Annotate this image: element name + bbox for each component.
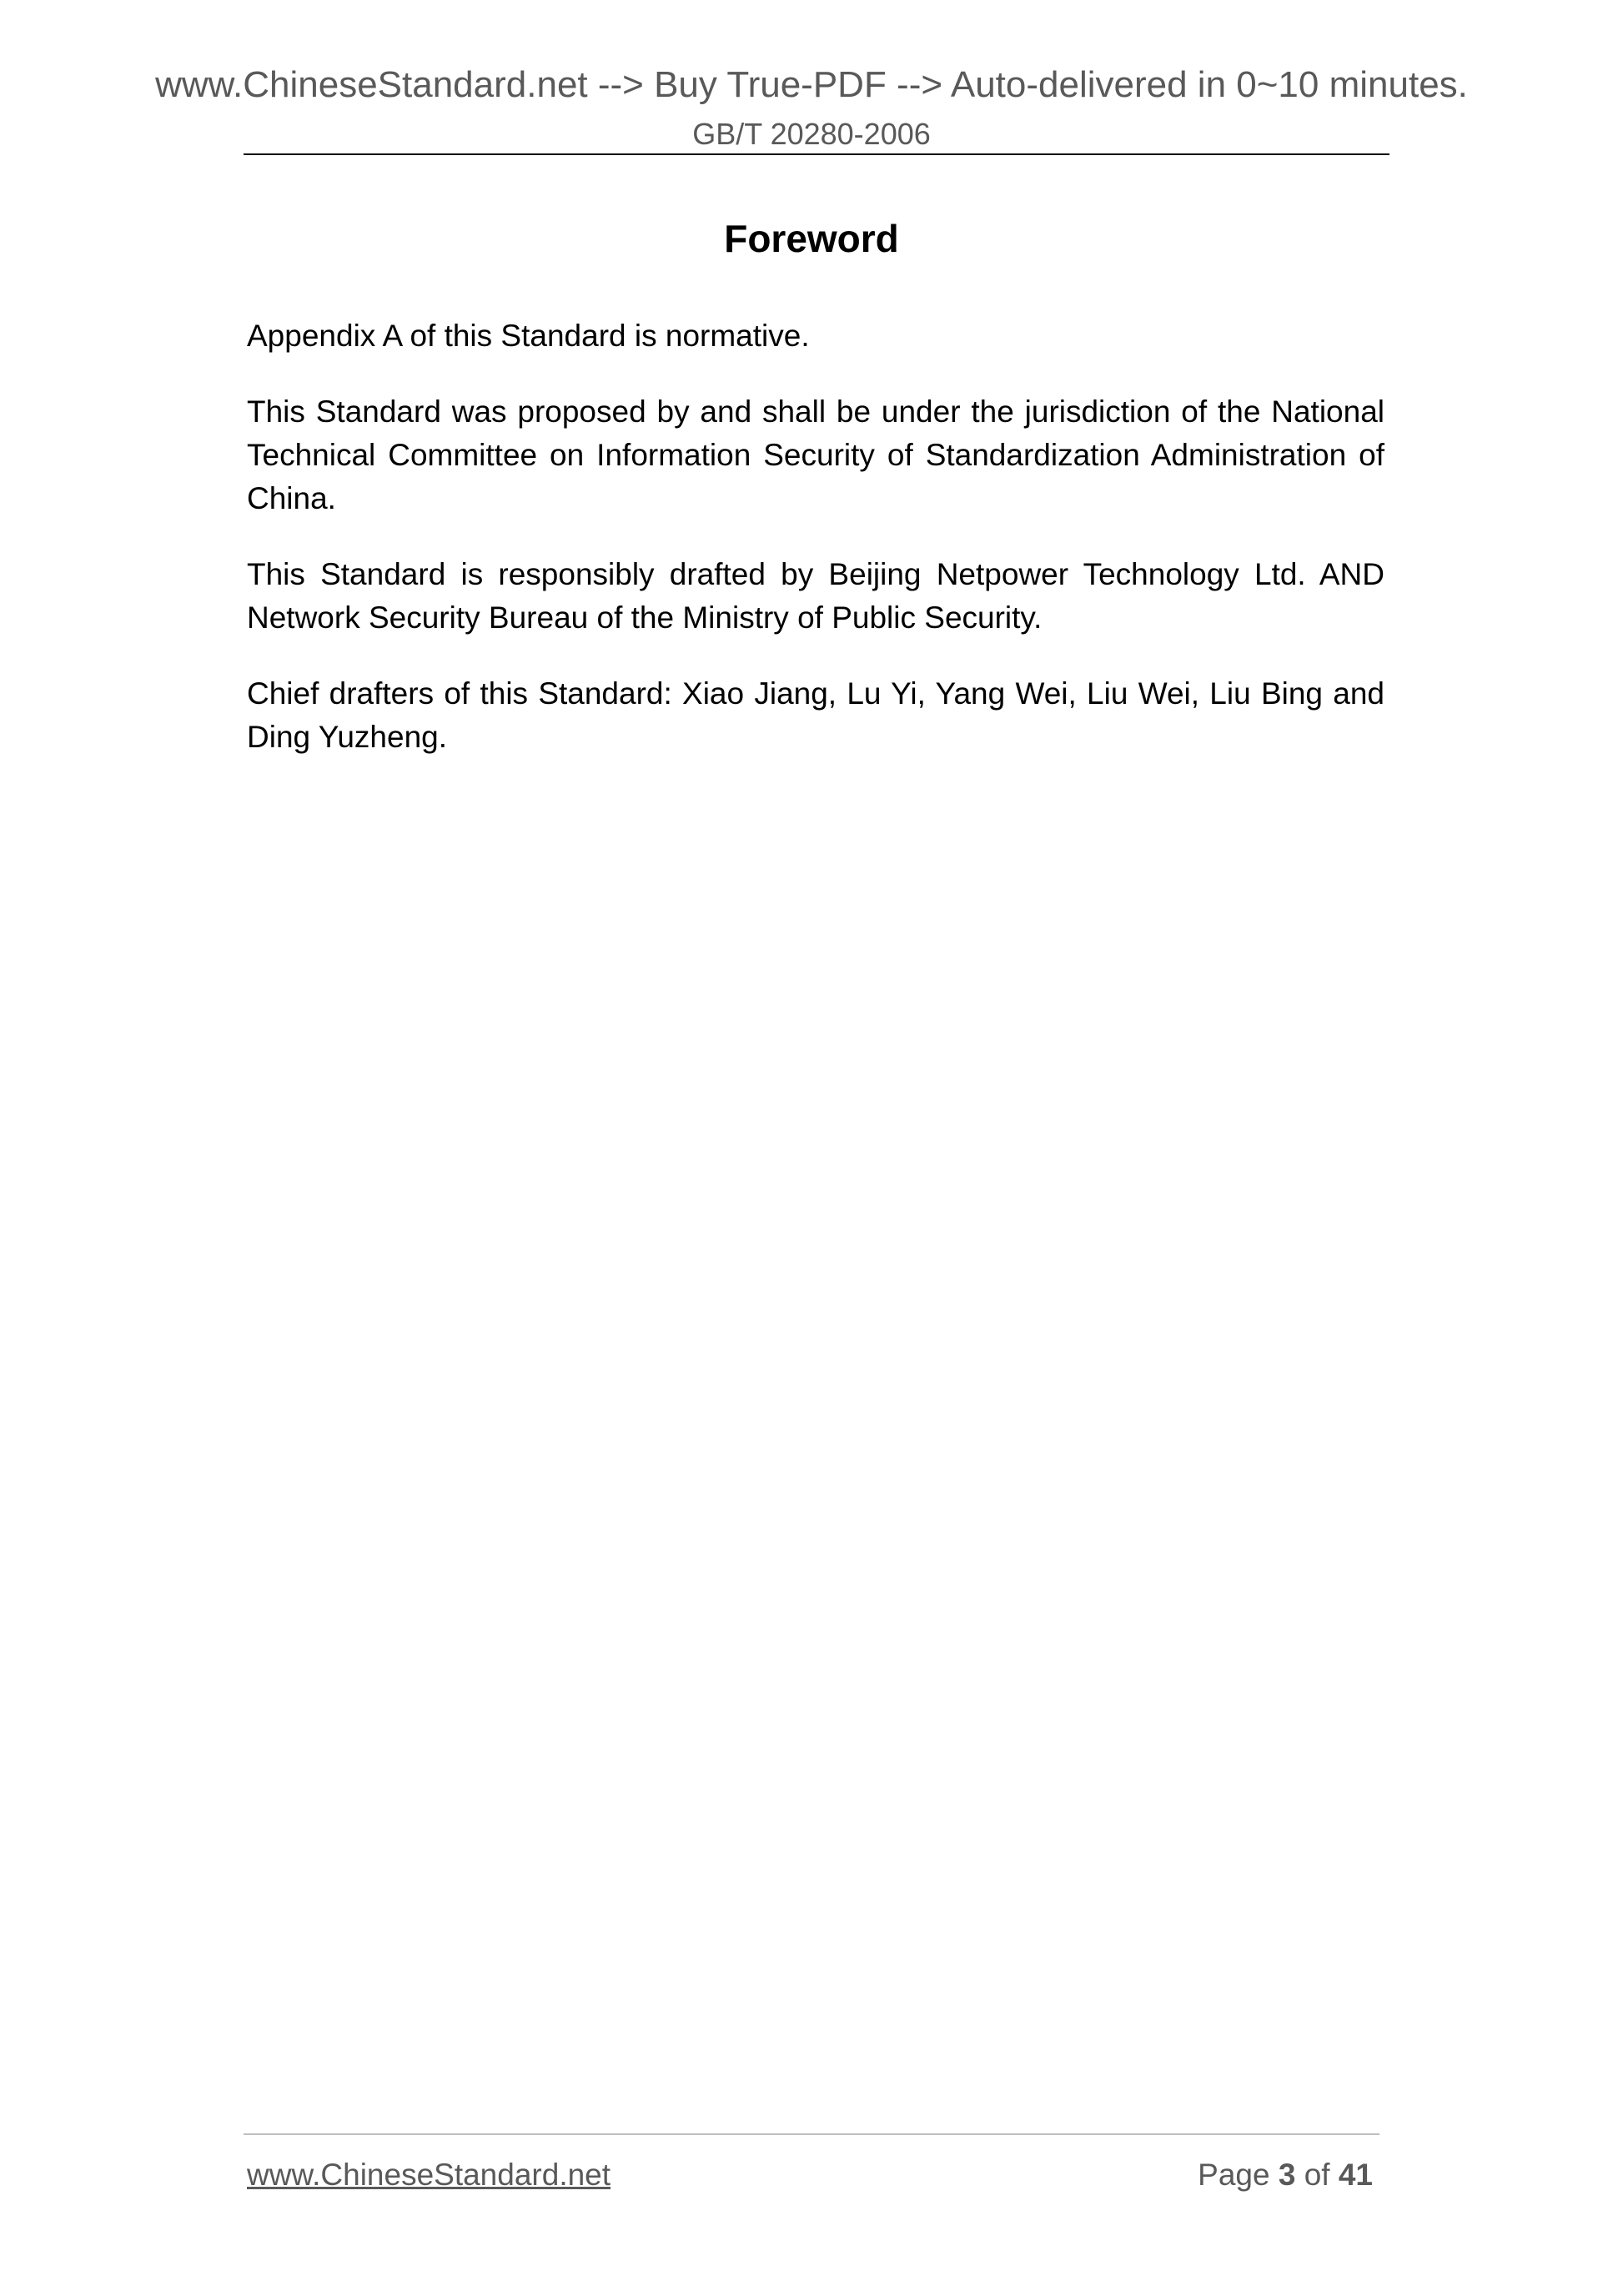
- paragraph-appendix: Appendix A of this Standard is normative.: [247, 319, 810, 353]
- header-divider: [244, 153, 1389, 155]
- page-title: Foreword: [724, 217, 899, 260]
- paragraph-chief-drafters: Chief drafters of this Standard: Xiao Jiang, Lu Yi, Yang Wei, Liu Wei, Liu Bing and Ding Yuzheng.: [247, 676, 1384, 754]
- document-code: GB/T 20280-2006: [692, 117, 931, 151]
- promo-banner: www.ChineseStandard.net --> Buy True-PDF --> Auto-delivered in 0~10 minutes.: [155, 64, 1468, 105]
- page-current: 3: [1278, 2158, 1296, 2192]
- footer-website-link[interactable]: www.ChineseStandard.net: [247, 2158, 611, 2192]
- page-of: of: [1304, 2158, 1330, 2192]
- page-indicator: [1198, 2155, 1373, 2195]
- page-total: 41: [1338, 2158, 1373, 2192]
- footer-divider: [244, 2133, 1379, 2135]
- page-word: Page: [1198, 2158, 1270, 2192]
- body-text: [247, 314, 1384, 791]
- paragraph-drafting-organizations: This Standard is responsibly drafted by Beijing Netpower Technology Ltd. AND Network Security Bureau of the Ministry of Public Security.: [247, 557, 1384, 635]
- paragraph-jurisdiction: This Standard was proposed by and shall be under the jurisdiction of the National Technical Committee on Information Security of Standardization Administration of China.: [247, 394, 1384, 515]
